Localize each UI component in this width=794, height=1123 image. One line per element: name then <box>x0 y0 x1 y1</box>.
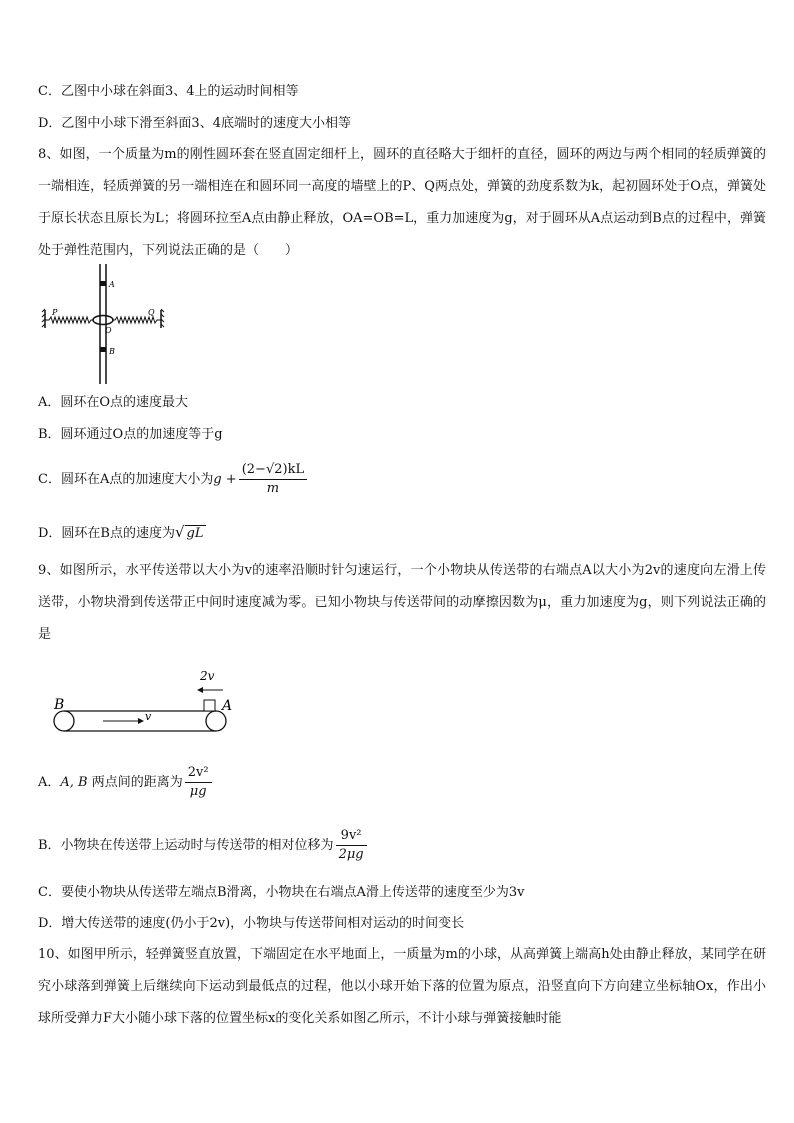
label-p: P <box>52 308 58 317</box>
q8-option-c-numerator: (2−√2)kL <box>239 461 307 480</box>
q8-stem: 8、如图，一个质量为m的刚性圆环套在竖直固定细杆上，圆环的直径略大于细杆的直径，圆环的两边与两个相同的轻质弹簧的一端相连，轻质弹簧的另一端相连在和圆环同一高度的墙壁上的P、Q两点处，弹簧的劲度系数为k，起初圆环处于O点，弹簧处于原长状态且原长为L；将圆环拉至A点由静止释放，OA=OB=L，重力加速度为g，对于圆环从A点运动到B点的过程中，弹簧处于弹性范围内，下列说法正确的是（ ） <box>38 147 766 258</box>
q8-option-c-fraction <box>239 461 307 498</box>
q9-option-a-points: A, B <box>60 775 88 790</box>
q9-option-a-fraction <box>185 764 212 801</box>
q9-option-a-text: 两点间的距离为 <box>91 775 183 790</box>
q8-option-a: A．圆环在O点的速度最大 <box>38 395 189 410</box>
sqrt-sign: √ <box>174 523 185 541</box>
q9-option-b-denominator: 2μg <box>338 847 364 862</box>
q8-option-c-denominator: m <box>266 481 280 496</box>
q9-option-d: D．增大传送带的速度(仍小于2v)，小物块与传送带间相对运动的时间变长 <box>38 916 465 931</box>
q9-option-a-numerator: 2v² <box>185 764 212 783</box>
q9-option-b-text: B．小物块在传送带上运动时与传送带的相对位移为 <box>38 838 334 853</box>
label-q: Q <box>148 308 155 317</box>
q9-option-a <box>38 762 764 804</box>
q8-option-d-radicand: gL <box>186 526 204 541</box>
q7-option-c: C．乙图中小球在斜面3、4上的运动时间相等 <box>38 84 299 99</box>
q9-option-c: C．要使小物块从传送带左端点B滑离，小物块在右端点A滑上传送带的速度至少为3v <box>38 885 525 900</box>
label-b: B <box>109 347 115 356</box>
block-velocity-label: 2v <box>200 669 215 683</box>
q8-option-b: B．圆环通过O点的加速度等于g <box>38 427 223 442</box>
q9-option-a-denominator: μg <box>189 784 207 799</box>
q8-option-d-text: D．圆环在B点的速度为 <box>38 526 175 541</box>
q9-option-b <box>38 825 764 867</box>
label-b-end: B <box>54 697 65 713</box>
q8-option-c <box>38 460 764 500</box>
q9-stem: 9、如图所示，水平传送带以大小为v的速率沿顺时针匀速运行，一个小物块从传送带的右端点A以大小为2v的速度向左滑上传送带，小物块滑到传送带正中间时速度减为零。已知小物块与传送带间的动摩擦因数为μ，重力加速度为g，则下列说法正确的是 <box>38 563 766 642</box>
q7-option-d: D．乙图中小球下滑至斜面3、4底端时的速度大小相等 <box>38 116 351 131</box>
q9-option-b-numerator: 9v² <box>336 827 367 846</box>
label-a: A <box>109 280 115 289</box>
q9-option-a-label: A． <box>38 775 61 790</box>
q8-option-c-lead: g + <box>213 472 237 487</box>
q8-option-d <box>38 524 764 542</box>
label-a-end: A <box>222 698 233 714</box>
belt-velocity-label: v <box>145 710 152 723</box>
q8-option-c-text: C．圆环在A点的加速度大小为 <box>38 472 214 487</box>
q10-stem: 10、如图甲所示，轻弹簧竖直放置，下端固定在水平地面上，一质量为m的小球，从高弹簧上端高h处由静止释放，某同学在研究小球落到弹簧上后继续向下运动到最低点的过程，他以小球开始下落的位置为原点，沿竖直向下方向建立坐标轴Ox，作出小球所受弹力F大小随小球下落的位置坐标x的变化关系如图乙所示，不计小球与弹簧接触时能 <box>38 947 766 1026</box>
q8-figure <box>40 262 170 387</box>
q9-option-b-fraction <box>336 827 367 864</box>
q9-figure <box>48 663 248 735</box>
label-o: O <box>105 326 112 335</box>
